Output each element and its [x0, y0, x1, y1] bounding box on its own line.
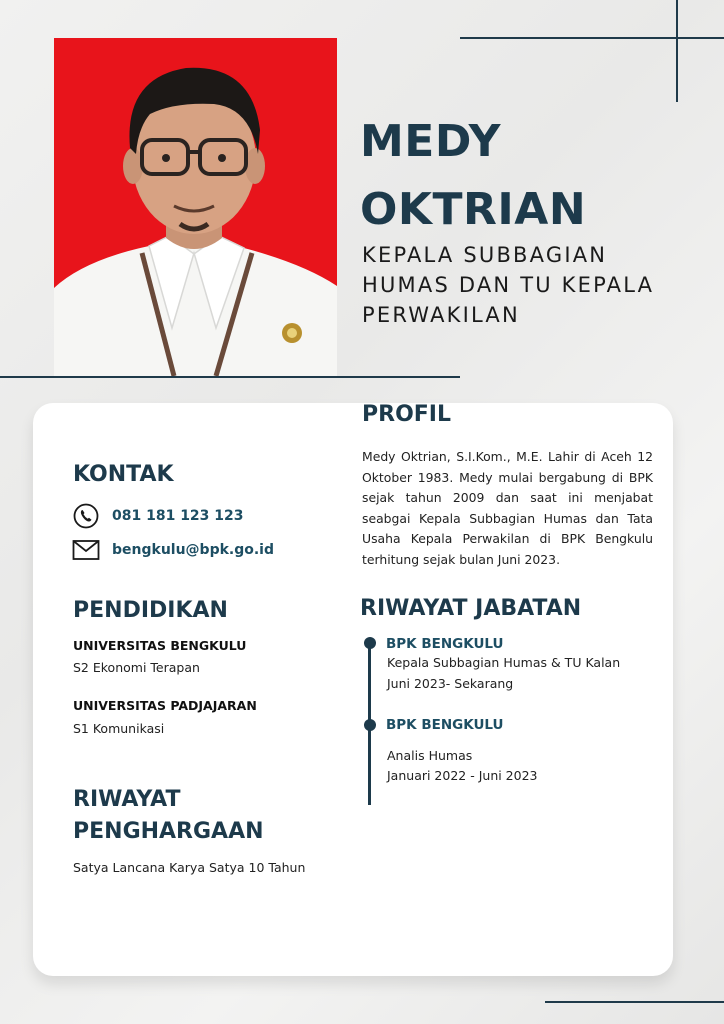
edu-school-1: UNIVERSITAS BENGKULU [73, 638, 247, 653]
jabatan-heading: RIWAYAT JABATAN [360, 596, 582, 621]
edu-degree-2: S1 Komunikasi [73, 721, 165, 736]
contact-phone[interactable]: 081 181 123 123 [112, 508, 244, 524]
contact-phone-row[interactable] [72, 502, 244, 530]
job-title-1: Kepala Subbagian Humas & TU Kalan [387, 655, 621, 670]
job-org-2: BPK BENGKULU [386, 717, 504, 733]
award-item: Satya Lancana Karya Satya 10 Tahun [73, 860, 306, 875]
edu-degree-1: S2 Ekonomi Terapan [73, 660, 200, 675]
job-org-1: BPK BENGKULU [386, 636, 504, 652]
pendidikan-heading: PENDIDIKAN [73, 598, 228, 623]
deco-line-bottom-right [545, 1001, 724, 1003]
role-line-2: HUMAS DAN TU KEPALA [362, 273, 655, 297]
deco-line-vertical-right [676, 0, 678, 102]
timeline-dot-1 [364, 637, 376, 649]
deco-line-top-right [460, 37, 724, 39]
person-name [360, 108, 586, 244]
role-line-3: PERWAKILAN [362, 303, 520, 327]
contact-email[interactable]: bengkulu@bpk.go.id [112, 542, 274, 558]
person-role [362, 240, 692, 330]
job-title-2: Analis Humas [387, 748, 473, 763]
profile-photo [54, 38, 337, 376]
contact-email-row[interactable] [72, 536, 274, 564]
job-period-2: Januari 2022 - Juni 2023 [387, 768, 538, 783]
mail-icon [72, 536, 100, 564]
deco-line-under-photo [0, 376, 460, 378]
portrait-illustration [54, 38, 337, 376]
profil-heading: PROFIL [362, 402, 451, 427]
penghargaan-heading-line-1: RIWAYAT [73, 787, 181, 812]
job-period-1: Juni 2023- Sekarang [387, 676, 514, 691]
penghargaan-heading [73, 784, 333, 848]
name-line-2: OKTRIAN [360, 184, 587, 235]
profil-text: Medy Oktrian, S.I.Kom., M.E. Lahir di Aceh 12 Oktober 1983. Medy mulai bergabung di BPK sejak tahun 2009 dan saat ini menjabat seabgai Kepala Subbagian Humas dan Tata Usaha Kepala Perwakilan di BPK Bengkulu terhitung sejak bulan Juni 2023. [362, 449, 653, 567]
role-line-1: KEPALA SUBBAGIAN [362, 243, 608, 267]
timeline-dot-2 [364, 719, 376, 731]
name-line-1: MEDY [360, 116, 502, 167]
kontak-heading: KONTAK [73, 462, 174, 487]
phone-icon [72, 502, 100, 530]
penghargaan-heading-line-2: PENGHARGAAN [73, 819, 264, 844]
edu-school-2: UNIVERSITAS PADJAJARAN [73, 698, 257, 713]
